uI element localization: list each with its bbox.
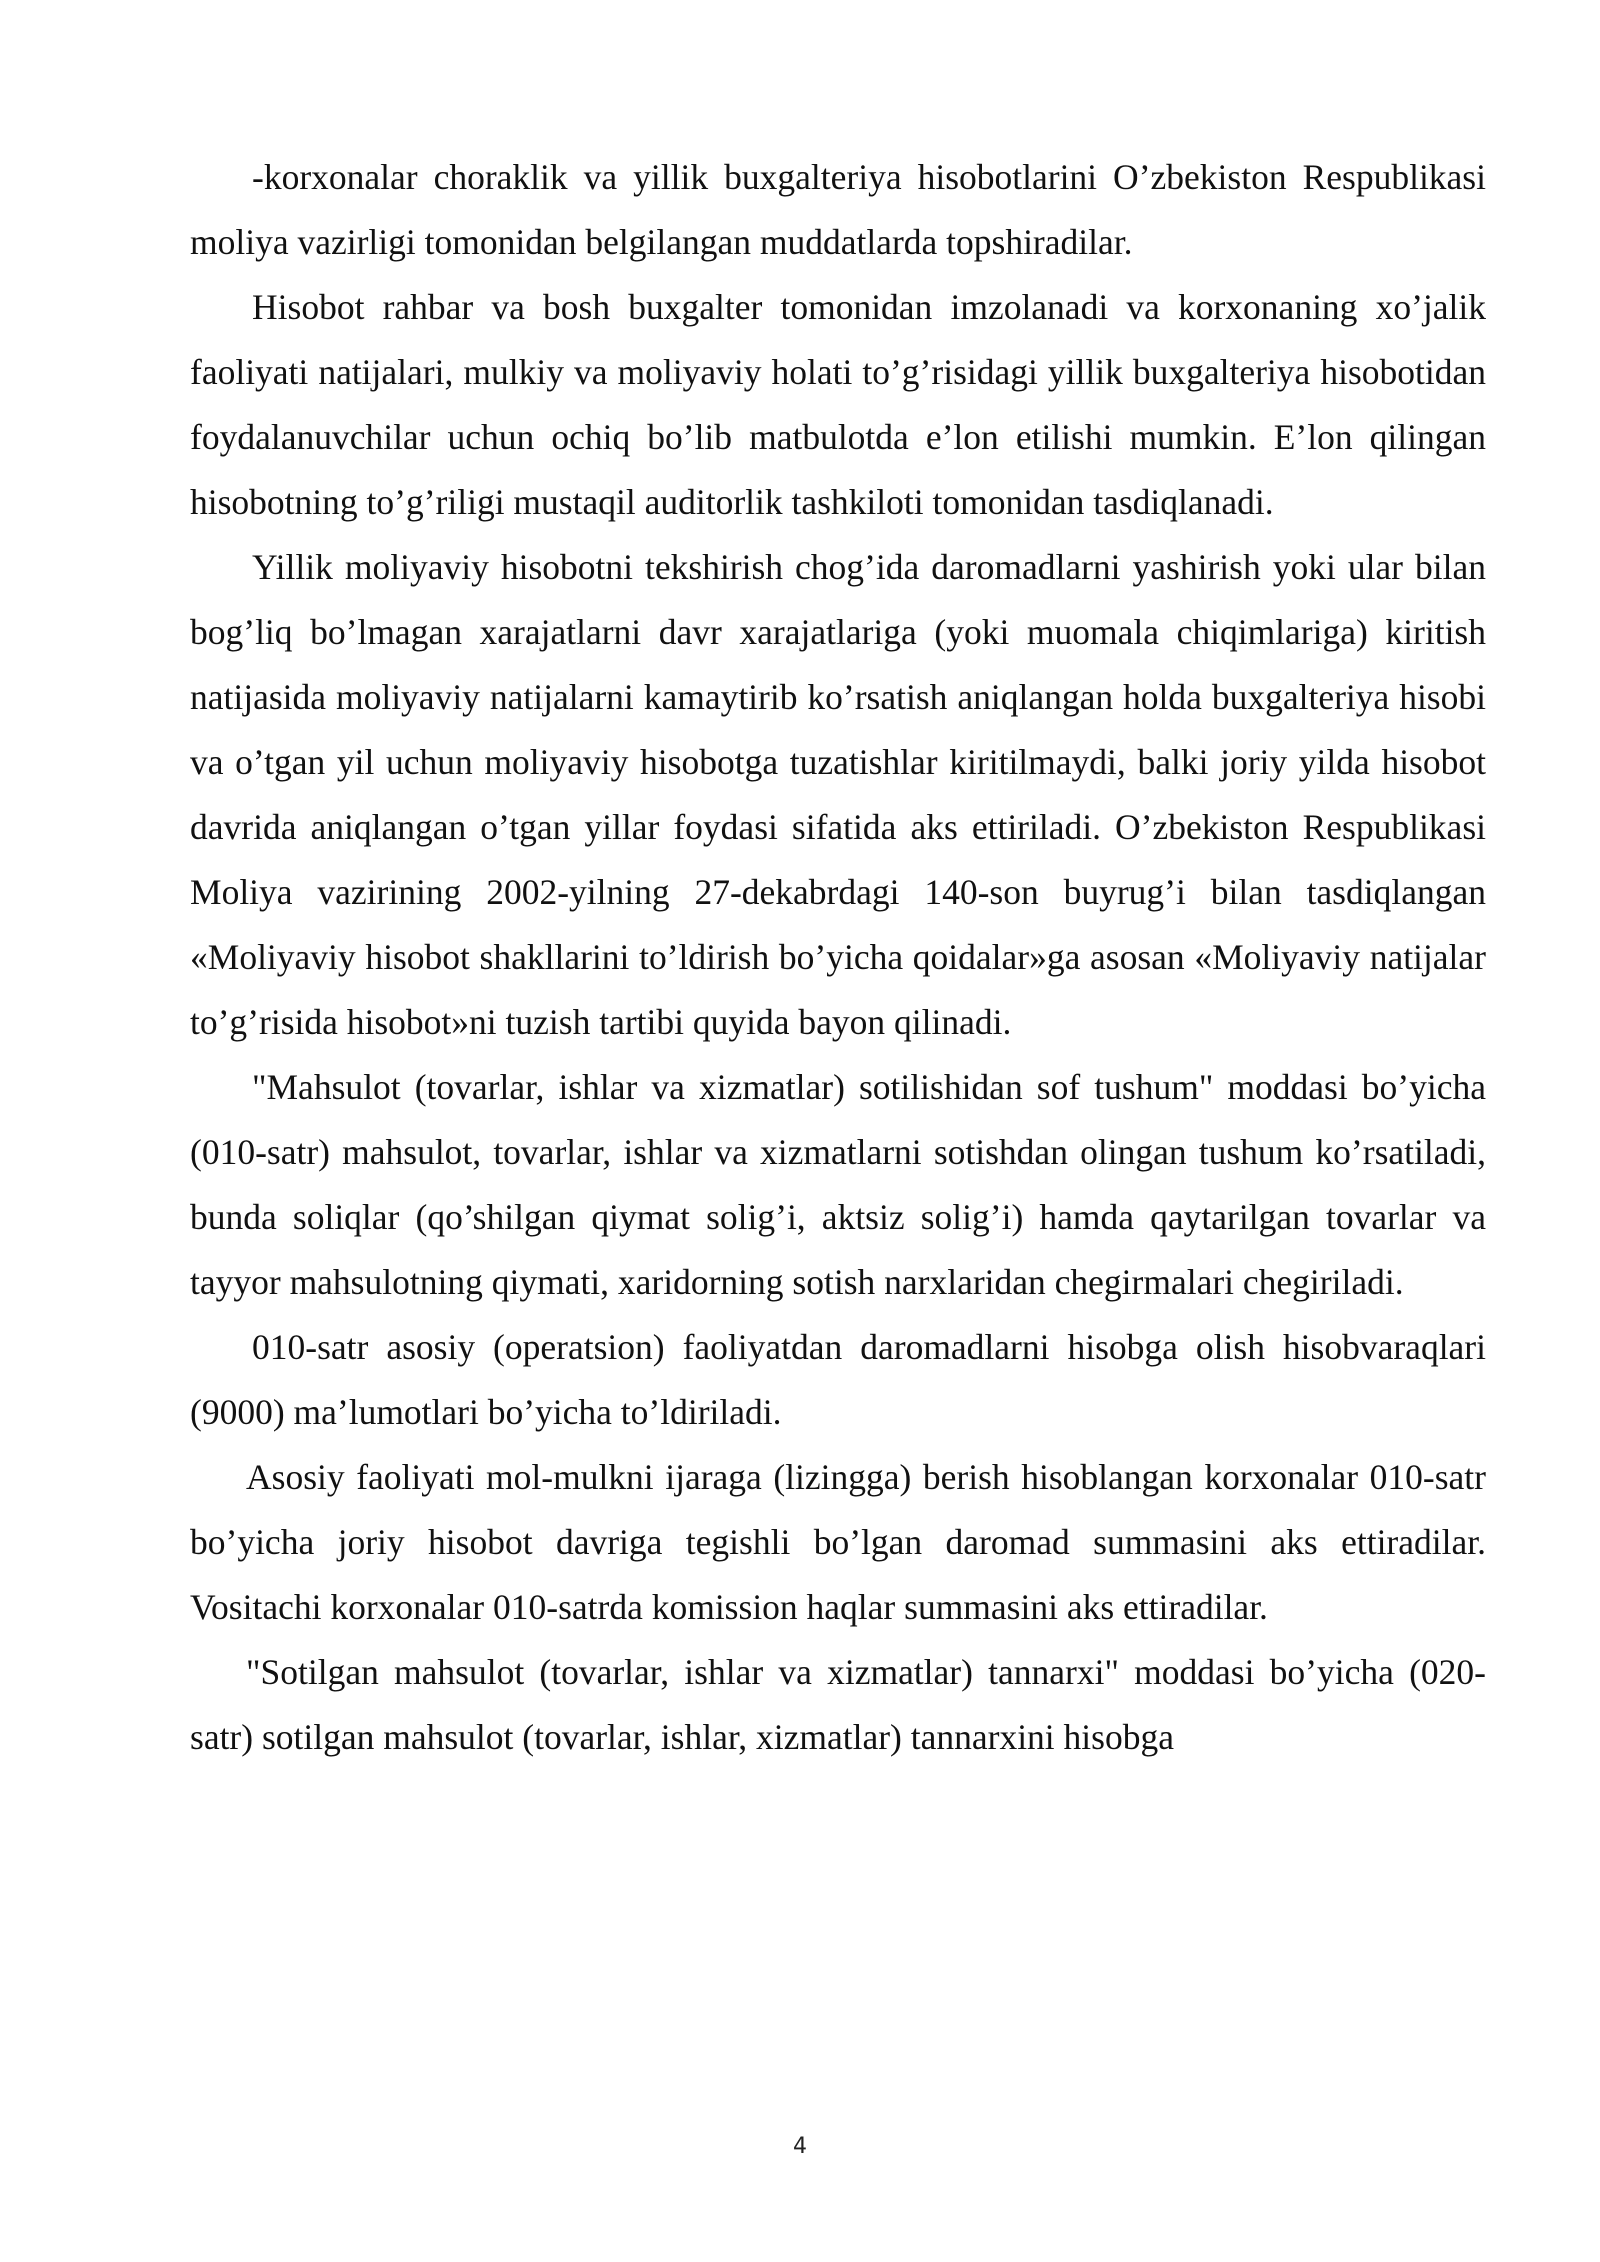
paragraph-line-010-revenue: "Mahsulot (tovarlar, ishlar va xizmatlar) sotilishidan sof tushum" moddasi bo’yicha (010-satr) mahsulot, tovarlar, ishlar va xizmatlarni sotishdan olingan tushum ko’rsatiladi, bunda soliqlar (qo’shilgan qiymat solig’i, aktsiz solig’i) hamda qaytarilgan tovarlar va tayyor mahsulotning qiymati, xaridorning sotish narxlaridan chegirmalari chegiriladi. bbox=[190, 1067, 1486, 1302]
paragraph-annual-audit: Yillik moliyaviy hisobotni tekshirish chog’ida daromadlarni yashirish yoki ular bilan bog’liq bo’lmagan xarajatlarni davr xarajatlariga (yoki muomala chiqimlariga) kiritish natijasida moliyaviy natijalarni kamaytirib ko’rsatish aniqlangan holda buxgalteriya hisobi va o’tgan yil uchun moliyaviy hisobotga tuzatishlar kiritilmaydi, balki joriy yilda hisobot davrida aniqlangan o’tgan yillar foydasi sifatida aks ettiriladi. O’zbekiston Respublikasi Moliya vazirining 2002-yilning 27-dekabrdagi 140-son buyrug’i bilan tasdiqlangan «Moliyaviy hisobot shakllarini to’ldirish bo’yicha qoidalar»ga asosan «Moliyaviy natijalar to’g’risida hisobot»ni tuzish tartibi quyida bayon qilinadi. bbox=[190, 547, 1486, 1042]
body-text bbox=[190, 145, 1486, 1770]
page-number: 4 bbox=[793, 2134, 807, 2159]
paragraph-reporting-deadlines: -korxonalar choraklik va yillik buxgalteriya hisobotlarini O’zbekiston Respublikasi moliya vazirligi tomonidan belgilangan muddatlarda topshiradilar. bbox=[190, 157, 1486, 262]
paragraph-report-signing: Hisobot rahbar va bosh buxgalter tomonidan imzolanadi va korxonaning xo’jalik faoliyati natijalari, mulkiy va moliyaviy holati to’g’risidagi yillik buxgalteriya hisobotidan foydalanuvchilar uchun ochiq bo’lib matbulotda e’lon etilishi mumkin. E’lon qilingan hisobotning to’g’riligi mustaqil auditorlik tashkiloti tomonidan tasdiqlanadi. bbox=[190, 287, 1486, 522]
paragraph-line-020-cost: "Sotilgan mahsulot (tovarlar, ishlar va xizmatlar) tannarxi" moddasi bo’yicha (020-satr) sotilgan mahsulot (tovarlar, ishlar, xizmatlar) tannarxini hisobga bbox=[190, 1652, 1486, 1757]
paragraph-line-010-accounts: 010-satr asosiy (operatsion) faoliyatdan daromadlarni hisobga olish hisobvaraqlari (9000) ma’lumotlari bo’yicha to’ldiriladi. bbox=[190, 1327, 1486, 1432]
paragraph-leasing-intermediaries: Asosiy faoliyati mol-mulkni ijaraga (lizingga) berish hisoblangan korxonalar 010-satr bo’yicha joriy hisobot davriga tegishli bo’lgan daromad summasini aks ettiradilar. Vositachi korxonalar 010-satrda komission haqlar summasini aks ettiradilar. bbox=[190, 1457, 1486, 1627]
